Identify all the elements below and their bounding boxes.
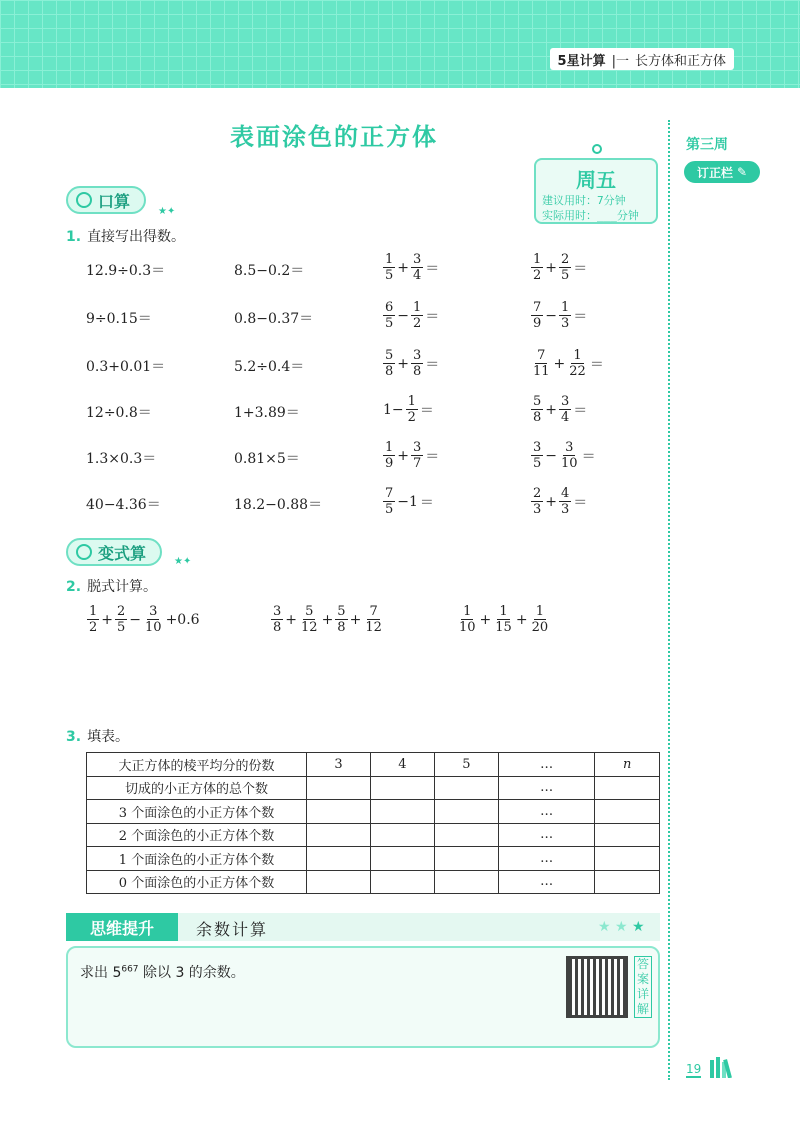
fraction bbox=[531, 252, 543, 283]
denominator: 2 bbox=[533, 268, 542, 283]
section-tab-label: 口算 bbox=[98, 191, 131, 211]
equals-sign: ＝ bbox=[419, 494, 434, 511]
denominator: 22 bbox=[569, 364, 586, 379]
fraction bbox=[87, 604, 99, 635]
answer-cell[interactable] bbox=[307, 776, 371, 800]
numerator: 4 bbox=[561, 486, 570, 501]
operator: −1 bbox=[397, 493, 418, 510]
oral-expression: 0.3+0.01＝ bbox=[86, 359, 166, 375]
denominator: 2 bbox=[413, 316, 422, 331]
section-tab-label: 变式算 bbox=[98, 543, 147, 563]
numerator: 3 bbox=[413, 252, 422, 267]
operator: + bbox=[553, 355, 566, 372]
operator: − bbox=[129, 611, 142, 628]
series-name: 5星计算 bbox=[557, 53, 606, 69]
denominator: 5 bbox=[385, 502, 394, 517]
fraction bbox=[531, 394, 543, 425]
numerator: 6 bbox=[385, 300, 394, 315]
numerator: 7 bbox=[385, 486, 394, 501]
operator: + bbox=[545, 401, 558, 418]
operator: + bbox=[545, 493, 558, 510]
numerator: 1 bbox=[413, 300, 422, 315]
denominator: 5 bbox=[561, 268, 570, 283]
fraction bbox=[559, 394, 571, 425]
table-row bbox=[87, 776, 660, 800]
denominator: 5 bbox=[385, 268, 394, 283]
answer-cell[interactable] bbox=[595, 776, 660, 800]
numerator: 1 bbox=[385, 440, 394, 455]
operator: − bbox=[545, 307, 558, 324]
operator: + bbox=[321, 611, 334, 628]
denominator: 12 bbox=[365, 620, 382, 635]
numerator: 1 bbox=[89, 604, 98, 619]
numerator: 2 bbox=[117, 604, 126, 619]
equals-sign: ＝ bbox=[419, 402, 434, 419]
numerator: 1 bbox=[499, 604, 508, 619]
correction-badge bbox=[684, 161, 760, 183]
numerator: 3 bbox=[565, 440, 574, 455]
numerator: 1 bbox=[533, 252, 542, 267]
stopwatch-icon bbox=[76, 192, 92, 208]
question-text: 填表。 bbox=[87, 729, 130, 745]
operator: + bbox=[515, 611, 528, 628]
operator: +0.6 bbox=[165, 611, 200, 628]
oral-fraction-expression bbox=[530, 486, 588, 517]
denominator: 4 bbox=[413, 268, 422, 283]
answer-explanation-label: 答案详解 bbox=[634, 956, 652, 1018]
fraction bbox=[531, 440, 543, 471]
stars-icon: ★✦ bbox=[158, 206, 176, 217]
operator: + bbox=[397, 447, 410, 464]
operator: + bbox=[397, 259, 410, 276]
header-cell: 4 bbox=[370, 753, 434, 777]
numerator: 1 bbox=[573, 348, 582, 363]
denominator: 10 bbox=[145, 620, 162, 635]
numerator: 2 bbox=[533, 486, 542, 501]
oral-fraction-expression bbox=[530, 252, 588, 283]
question-text: 脱式计算。 bbox=[87, 579, 158, 595]
denominator: 8 bbox=[385, 364, 394, 379]
header-separator: |一 bbox=[611, 53, 629, 69]
operator: + bbox=[349, 611, 362, 628]
answer-cell[interactable] bbox=[307, 800, 371, 824]
section-tab-variant bbox=[66, 538, 162, 566]
fraction bbox=[363, 604, 384, 635]
denominator: 10 bbox=[561, 456, 578, 471]
numerator: 5 bbox=[533, 394, 542, 409]
oral-expression: 1.3×0.3＝ bbox=[86, 451, 157, 467]
oral-fraction-expression bbox=[382, 252, 440, 283]
header-cell: … bbox=[498, 753, 594, 777]
numerator: 1 bbox=[385, 252, 394, 267]
operator: + bbox=[101, 611, 114, 628]
table-row bbox=[87, 823, 660, 847]
oral-fraction-expression bbox=[382, 300, 440, 331]
row-header-cell: 0 个面涂色的小正方体个数 bbox=[87, 870, 307, 894]
fraction bbox=[411, 252, 423, 283]
row-header-cell: 3 个面涂色的小正方体个数 bbox=[87, 800, 307, 824]
stars-icon: ★✦ bbox=[174, 556, 192, 567]
fraction bbox=[383, 440, 395, 471]
numerator: 3 bbox=[149, 604, 158, 619]
oral-expression: 40−4.36＝ bbox=[86, 497, 161, 513]
fraction bbox=[383, 348, 395, 379]
thinking-subtitle: 余数计算 bbox=[196, 920, 269, 939]
oral-expression: 8.5−0.2＝ bbox=[234, 263, 305, 279]
oral-expression: 0.81×5＝ bbox=[234, 451, 300, 467]
correction-margin-line bbox=[668, 120, 670, 1080]
operator: − bbox=[545, 447, 558, 464]
fraction bbox=[531, 300, 543, 331]
equals-sign: ＝ bbox=[573, 308, 588, 325]
fill-table bbox=[86, 752, 660, 894]
denominator: 5 bbox=[533, 456, 542, 471]
header-label bbox=[550, 48, 734, 70]
answer-cell[interactable] bbox=[370, 823, 434, 847]
numerator: 3 bbox=[413, 440, 422, 455]
denominator: 5 bbox=[117, 620, 126, 635]
oral-expression: 12.9÷0.3＝ bbox=[86, 263, 166, 279]
numerator: 1 bbox=[407, 394, 416, 409]
answer-cell[interactable] bbox=[370, 800, 434, 824]
equals-sign: ＝ bbox=[581, 448, 596, 465]
answer-cell[interactable] bbox=[307, 847, 371, 871]
table-row bbox=[87, 870, 660, 894]
table-row bbox=[87, 800, 660, 824]
answer-cell[interactable] bbox=[595, 847, 660, 871]
denominator: 8 bbox=[337, 620, 346, 635]
oral-expression: 0.8−0.37＝ bbox=[234, 311, 314, 327]
answer-cell[interactable] bbox=[434, 870, 498, 894]
denominator: 2 bbox=[407, 410, 416, 425]
denominator: 15 bbox=[495, 620, 512, 635]
fraction bbox=[383, 300, 395, 331]
answer-cell[interactable] bbox=[434, 823, 498, 847]
operator: + bbox=[397, 355, 410, 372]
answer-cell[interactable] bbox=[370, 776, 434, 800]
day-name: 周五 bbox=[576, 168, 616, 192]
question-suffix: 除以 3 的余数。 bbox=[138, 965, 245, 981]
exponent: 667 bbox=[121, 964, 139, 975]
correction-label: 订正栏 bbox=[696, 165, 733, 180]
stars-icon: ★ ★ ★ bbox=[598, 919, 645, 935]
fraction bbox=[531, 348, 552, 379]
header-band bbox=[0, 0, 800, 88]
denominator: 8 bbox=[413, 364, 422, 379]
numerator: 1 bbox=[535, 604, 544, 619]
numerator: 7 bbox=[369, 604, 378, 619]
answer-cell[interactable] bbox=[434, 776, 498, 800]
denominator: 5 bbox=[385, 316, 394, 331]
equals-sign: ＝ bbox=[573, 494, 588, 511]
fraction bbox=[143, 604, 164, 635]
operator: − bbox=[397, 307, 410, 324]
step-expression bbox=[456, 604, 551, 635]
fraction bbox=[559, 300, 571, 331]
fraction bbox=[383, 252, 395, 283]
answer-cell: … bbox=[498, 847, 594, 871]
answer-cell: … bbox=[498, 823, 594, 847]
fraction bbox=[559, 486, 571, 517]
actual-time: 实际用时：___分钟 bbox=[542, 209, 639, 222]
oral-fraction-expression bbox=[382, 486, 435, 517]
question-1-title bbox=[66, 226, 185, 246]
table-row bbox=[87, 847, 660, 871]
answer-cell[interactable] bbox=[595, 823, 660, 847]
unit-name: 长方体和正方体 bbox=[634, 53, 726, 69]
fraction bbox=[411, 440, 423, 471]
question-2-title bbox=[66, 576, 157, 596]
equals-sign: ＝ bbox=[573, 402, 588, 419]
fraction bbox=[567, 348, 588, 379]
equals-sign: ＝ bbox=[425, 448, 440, 465]
suggested-time: 建议用时：7分钟 bbox=[542, 194, 626, 207]
denominator: 3 bbox=[561, 502, 570, 517]
header-cell: 5 bbox=[434, 753, 498, 777]
numerator: 1 bbox=[463, 604, 472, 619]
equals-sign: ＝ bbox=[425, 308, 440, 325]
row-header-cell: 切成的小正方体的总个数 bbox=[87, 776, 307, 800]
pin-icon bbox=[592, 144, 602, 154]
oral-fraction-expression bbox=[382, 348, 440, 379]
fraction bbox=[411, 300, 423, 331]
denominator: 4 bbox=[561, 410, 570, 425]
question-number: 3. bbox=[66, 729, 82, 745]
thinking-header bbox=[66, 913, 660, 941]
question-number: 2. bbox=[66, 579, 82, 595]
numerator: 7 bbox=[537, 348, 546, 363]
question-prefix: 求出 5 bbox=[80, 965, 122, 981]
numerator: 5 bbox=[385, 348, 394, 363]
numerator: 3 bbox=[561, 394, 570, 409]
fraction bbox=[406, 394, 418, 425]
answer-cell: … bbox=[498, 870, 594, 894]
denominator: 10 bbox=[459, 620, 476, 635]
fraction bbox=[299, 604, 320, 635]
fraction bbox=[531, 486, 543, 517]
answer-cell[interactable] bbox=[370, 870, 434, 894]
fraction bbox=[559, 252, 571, 283]
oral-fraction-expression bbox=[382, 440, 440, 471]
qr-code-icon[interactable] bbox=[566, 956, 628, 1018]
numerator: 7 bbox=[533, 300, 542, 315]
denominator: 9 bbox=[533, 316, 542, 331]
numerator: 3 bbox=[413, 348, 422, 363]
numerator: 2 bbox=[561, 252, 570, 267]
step-expression bbox=[86, 604, 201, 635]
fraction bbox=[457, 604, 478, 635]
operator: + bbox=[545, 259, 558, 276]
row-header-cell: 2 个面涂色的小正方体个数 bbox=[87, 823, 307, 847]
equals-sign: ＝ bbox=[589, 356, 604, 373]
question-number: 1. bbox=[66, 229, 82, 245]
target-icon bbox=[76, 544, 92, 560]
question-text: 直接写出得数。 bbox=[87, 229, 186, 245]
operator: 1− bbox=[383, 401, 404, 418]
answer-cell[interactable] bbox=[595, 800, 660, 824]
oral-fraction-expression bbox=[530, 348, 605, 379]
day-card bbox=[534, 158, 658, 224]
denominator: 11 bbox=[533, 364, 550, 379]
thinking-tag: 思维提升 bbox=[66, 913, 178, 941]
week-label: 第三周 bbox=[686, 137, 728, 153]
books-icon bbox=[708, 1056, 738, 1078]
denominator: 3 bbox=[533, 502, 542, 517]
oral-fraction-expression bbox=[530, 394, 588, 425]
table-header-row bbox=[87, 753, 660, 777]
oral-expression: 5.2÷0.4＝ bbox=[234, 359, 305, 375]
denominator: 20 bbox=[531, 620, 549, 635]
fraction bbox=[335, 604, 347, 635]
answer-cell[interactable] bbox=[370, 847, 434, 871]
operator: + bbox=[479, 611, 492, 628]
fraction bbox=[383, 486, 395, 517]
oral-expression: 18.2−0.88＝ bbox=[234, 497, 323, 513]
oral-fraction-expression bbox=[530, 300, 588, 331]
denominator: 9 bbox=[385, 456, 394, 471]
fraction bbox=[411, 348, 423, 379]
fraction bbox=[559, 440, 580, 471]
numerator: 5 bbox=[305, 604, 314, 619]
page-number: 19 bbox=[686, 1062, 702, 1076]
header-cell: 3 bbox=[307, 753, 371, 777]
page-title: 表面涂色的正方体 bbox=[230, 123, 438, 151]
header-cell: n bbox=[595, 753, 660, 777]
pencil-icon: ✎ bbox=[736, 165, 748, 179]
answer-cell[interactable] bbox=[307, 823, 371, 847]
step-expression bbox=[270, 604, 385, 635]
denominator: 8 bbox=[533, 410, 542, 425]
fraction bbox=[115, 604, 127, 635]
answer-cell[interactable] bbox=[434, 800, 498, 824]
row-header-cell: 大正方体的棱平均分的份数 bbox=[87, 753, 307, 777]
denominator: 7 bbox=[413, 456, 422, 471]
equals-sign: ＝ bbox=[425, 260, 440, 277]
numerator: 5 bbox=[337, 604, 346, 619]
oral-expression: 1+3.89＝ bbox=[234, 405, 300, 421]
equals-sign: ＝ bbox=[425, 356, 440, 373]
answer-cell[interactable] bbox=[434, 847, 498, 871]
denominator: 3 bbox=[561, 316, 570, 331]
denominator: 2 bbox=[89, 620, 98, 635]
question-3-title bbox=[66, 726, 129, 746]
fraction bbox=[271, 604, 283, 635]
oral-fraction-expression bbox=[530, 440, 597, 471]
equals-sign: ＝ bbox=[573, 260, 588, 277]
oral-expression: 9÷0.15＝ bbox=[86, 311, 152, 327]
numerator: 3 bbox=[533, 440, 542, 455]
denominator: 8 bbox=[273, 620, 282, 635]
oral-fraction-expression bbox=[382, 394, 435, 425]
section-tab-oral bbox=[66, 186, 146, 214]
answer-cell[interactable] bbox=[595, 870, 660, 894]
oral-expression: 12÷0.8＝ bbox=[86, 405, 152, 421]
numerator: 3 bbox=[273, 604, 282, 619]
denominator: 12 bbox=[301, 620, 318, 635]
row-header-cell: 1 个面涂色的小正方体个数 bbox=[87, 847, 307, 871]
numerator: 1 bbox=[561, 300, 570, 315]
fraction bbox=[530, 604, 551, 635]
answer-cell[interactable] bbox=[307, 870, 371, 894]
thinking-question-box bbox=[66, 946, 660, 1048]
answer-cell: … bbox=[498, 800, 594, 824]
fraction bbox=[493, 604, 514, 635]
operator: + bbox=[285, 611, 298, 628]
answer-cell: … bbox=[498, 776, 594, 800]
thinking-question bbox=[80, 962, 245, 982]
